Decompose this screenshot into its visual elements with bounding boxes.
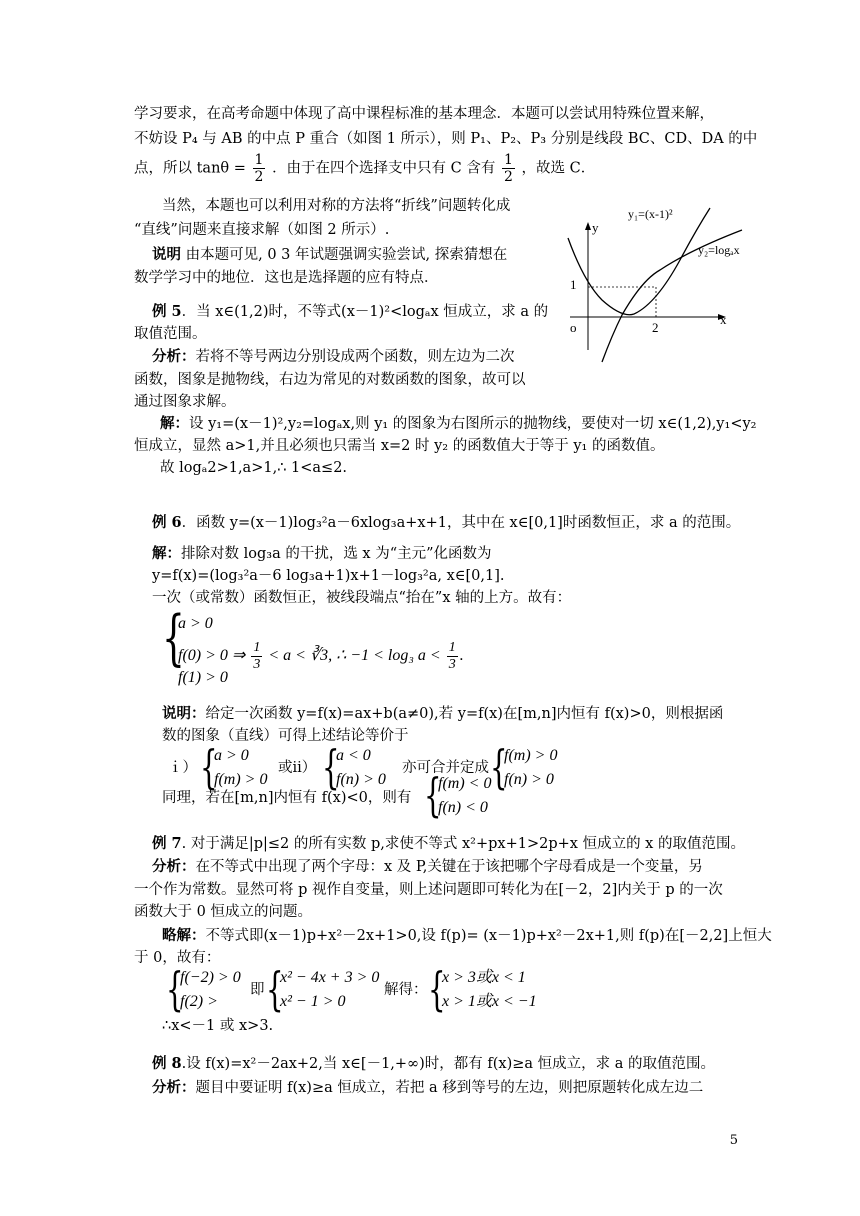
para1-line1: 学习要求，在高考命题中体现了高中课程标准的基本理念．本题可以尝试用特殊位置来解， <box>134 106 714 122</box>
y1-label: y₁=(x-1)² <box>628 207 673 221</box>
ex7-brace-1: { <box>166 962 184 1016</box>
para2-line2: “直线”问题来直接求解（如图 2 所示）. <box>134 222 390 238</box>
page-number: 5 <box>729 1133 738 1148</box>
ex5-line1 <box>152 302 548 322</box>
ex6-cond1: a > 0 <box>178 615 213 632</box>
ex7-analysis-text: 在不等式中出现了两个字母：x 及 P,关键在于该把哪个字母看成是一个变量，另 <box>195 859 703 875</box>
combined-cond1: f(m) > 0 <box>504 747 558 764</box>
ex6-system-brace: { <box>162 603 185 673</box>
ex7-ji: 即 <box>250 982 265 998</box>
ex6-text: ．函数 y=(x－1)log₃²a－6xlog₃a+x+1，其中在 x∈[0,1]时函数恒正，求 a 的范围。 <box>181 515 741 531</box>
ex7-result: ∴x<－1 或 x>3. <box>162 1018 274 1034</box>
ex7-solution-line2: 于 0，故有： <box>134 950 221 966</box>
ex5-solution-line1 <box>160 414 756 434</box>
ex5-solution-line2: 恒成立，显然 a>1,并且必须也只需当 x=2 时 y₂ 的函数值大于等于 y₁ 的函数值。 <box>134 438 665 454</box>
ex7-d2: x² − 1 > 0 <box>280 993 346 1010</box>
ex6-note-label: 说明： <box>162 705 206 722</box>
ex7-title: 例 7 <box>152 835 182 852</box>
para1-line2: 不妨设 P₄ 与 AB 的中点 P 重合（如图 1 所示），则 P₁、P₂、P₃ 分别是线段 BC、CD、DA 的中 <box>134 131 758 147</box>
ex7-analysis-line2: 一个作为常数。显然可将 p 视作自变量，则上述问题即可转化为在[－2，2]内关于 p 的一次 <box>134 882 723 898</box>
ex6-solution-line2: y=f(x)=(log₃²a－6 log₃a+1)x+1－log₃²a, x∈[0,1]. <box>152 568 505 584</box>
tick-1-label: 1 <box>570 277 577 292</box>
ex7-analysis-line3: 函数大于 0 恒成立的问题。 <box>134 904 312 920</box>
ex6-solution-line3: 一次（或常数）函数恒正，被线段端点“抬在”x 轴的上方。故有： <box>152 590 572 606</box>
ex8-analysis-text: 题目中要证明 f(x)≥a 恒成立，若把 a 移到等号的左边，则把原题转化成左边二 <box>195 1080 704 1096</box>
ex5-analysis-label: 分析： <box>152 348 196 365</box>
ex5-solution-label: 解： <box>160 415 189 432</box>
case-ii-cond2: f(n) > 0 <box>336 771 386 788</box>
ex6-title: 例 6 <box>152 514 182 531</box>
case-ii-brace: { <box>322 740 340 794</box>
case-i-label: ｉ） <box>168 760 197 776</box>
ex5-analysis-line2: 函数，图象是抛物线，右边为常见的对数函数的图象，故可以 <box>134 372 526 388</box>
para2-note-line2: 数学学习中的地位．这也是选择题的应有特点． <box>134 270 439 286</box>
para1-line3 <box>134 152 595 185</box>
ex6-note-line2: 数的图象（直线）可得上述结论等价于 <box>162 728 409 744</box>
origin-label: o <box>570 320 577 335</box>
ex8-text: .设 f(x)=x²－2ax+2,当 x∈[－1,+∞)时，都有 f(x)≥a 恒成立，求 a 的取值范围。 <box>181 1056 716 1072</box>
tick-2-label: 2 <box>652 320 659 335</box>
same-reason-text: 同理，若在[m,n]内恒有 f(x)<0，则有 <box>162 790 412 806</box>
case-i-cond2: f(m) > 0 <box>214 771 268 788</box>
ex7-brace-2: { <box>266 962 284 1016</box>
para1-line3-b: ．由于在四个选择支中只有 C 含有 <box>272 160 496 177</box>
ex7-analysis-line1 <box>152 857 703 877</box>
combined-cond2: f(n) > 0 <box>504 771 554 788</box>
x-axis-label: x <box>720 312 727 327</box>
case-ii-label: 或ⅱ） <box>278 760 317 776</box>
ex7-solution-line1 <box>162 926 772 946</box>
ex7-de: 解得： <box>384 982 428 998</box>
parabola-curve <box>568 208 710 315</box>
ex6-cond2-end: . <box>459 647 464 665</box>
ex7-analysis-label: 分析： <box>152 858 196 875</box>
ex5-line2: 取值范围。 <box>134 326 207 342</box>
ex8-analysis-label: 分析： <box>152 1079 196 1096</box>
ex8-line1 <box>152 1054 715 1074</box>
same-cond2: f(n) < 0 <box>438 799 488 816</box>
ex5-analysis-text: 若将不等号两边分别设成两个函数，则左边为二次 <box>195 349 515 365</box>
ex7-e2: x > 1或x < −1 <box>442 993 537 1010</box>
ex7-brace-3: { <box>428 962 446 1016</box>
para1-line3-a: 点，所以 tanθ = <box>134 160 246 177</box>
ex7-solution-text: 不等式即(x－1)p+x²－2x+1>0,设 f(p)= (x－1)p+x²－2x+1,则 f(p)在[－2,2]上恒大 <box>205 928 772 944</box>
para1-line3-c: ，故选 C． <box>521 160 596 177</box>
ex7-cond2: f(2) > <box>180 993 218 1010</box>
ex7-cond1: f(−2) > 0 <box>180 969 241 986</box>
y-axis-label: y <box>592 220 599 235</box>
case-ii-cond1: a < 0 <box>336 747 371 764</box>
fraction-half: $\frac{1}{2}$ <box>254 152 264 185</box>
ex6-cond2-left: f(0) > 0 ⇒ <box>178 647 246 665</box>
ex6-note-line1 <box>162 704 723 724</box>
case-i-brace: { <box>200 740 218 794</box>
same-cond1: f(m) < 0 <box>438 775 492 792</box>
ex6-cond2-mid: < a < ∛3, ∴ −1 < log₃ a < <box>268 647 441 665</box>
ex7-e1: x > 3或x < 1 <box>442 969 526 986</box>
ex6-frac-1: $\frac{1}{3}$ <box>253 640 261 672</box>
same-brace: { <box>424 768 442 822</box>
ex6-solution-label: 解： <box>152 545 181 562</box>
ex5-title: 例 5 <box>152 303 182 320</box>
ex6-frac-2: $\frac{1}{3}$ <box>448 640 456 672</box>
para2-line1: 当然，本题也可以利用对称的方法将“折线”问题转化成 <box>162 198 511 214</box>
ex6-line1 <box>152 513 740 533</box>
ex6-cond3: f(1) > 0 <box>178 669 228 686</box>
ex7-line1 <box>152 834 745 854</box>
note-text: 由本题可见, 0 3 年试题强调实验尝试, 探索猜想在 <box>185 247 508 263</box>
y2-label: y₂=logₐx <box>698 243 740 257</box>
function-graph <box>560 200 760 365</box>
ex6-solution-line1 <box>152 544 492 564</box>
ex8-analysis-line1 <box>152 1078 703 1098</box>
fraction-half-2: $\frac{1}{2}$ <box>503 152 513 185</box>
combined-brace: { <box>490 740 508 794</box>
ex7-d1: x² − 4x + 3 > 0 <box>280 969 380 986</box>
ex5-analysis-line1 <box>152 347 515 367</box>
ex6-note-text: 给定一次函数 y=f(x)=ax+b(a≠0),若 y=f(x)在[m,n]内恒有 f(x)>0，则根据函 <box>205 706 724 722</box>
combine-text: 亦可合并定成 <box>402 760 489 776</box>
ex5-analysis-line3: 通过图象求解。 <box>134 394 236 410</box>
ex7-solution-label: 略解： <box>162 927 206 944</box>
case-i-cond1: a > 0 <box>214 747 249 764</box>
note-label: 说明 <box>152 246 181 263</box>
ex5-solution-text: 设 y₁=(x－1)²,y₂=logₐx,则 y₁ 的图象为右图所示的抛物线，要使对一切 x∈(1,2),y₁<y₂ <box>189 416 757 432</box>
ex5-solution-line3: 故 logₐ2>1,a>1,∴ 1<a≤2. <box>160 460 348 476</box>
ex8-title: 例 8 <box>152 1055 182 1072</box>
ex5-text: ．当 x∈(1,2)时，不等式(x－1)²<logₐx 恒成立，求 a 的 <box>181 304 549 320</box>
ex6-solution-text: 排除对数 log₃a 的干扰，选 x 为“主元”化函数为 <box>181 546 492 562</box>
y-axis-arrow <box>585 222 591 230</box>
ex7-text: . 对于满足|p|≤2 的所有实数 p,求使不等式 x²+px+1>2p+x 恒成立的 x 的取值范围。 <box>181 836 745 852</box>
para2-note-line1 <box>152 245 507 265</box>
